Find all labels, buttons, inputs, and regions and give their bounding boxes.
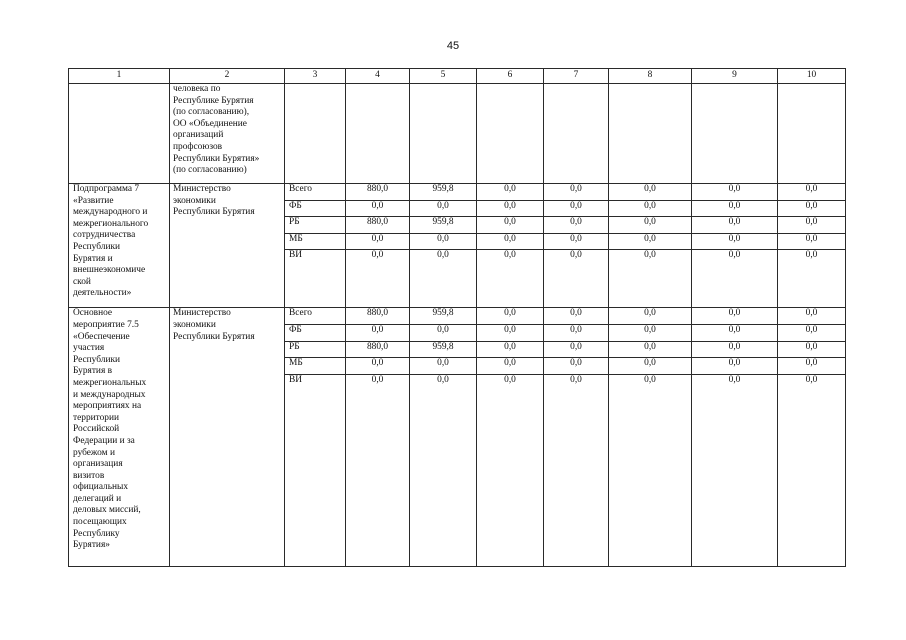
value-cell: 0,0 xyxy=(544,374,609,566)
value-cell: 0,0 xyxy=(346,374,410,566)
value-cell: 0,0 xyxy=(544,200,609,217)
value-cell: 0,0 xyxy=(609,233,692,250)
value-cell: 0,0 xyxy=(544,250,609,308)
col-header: 10 xyxy=(778,69,846,84)
value-cell: 0,0 xyxy=(477,324,544,341)
value-cell: 0,0 xyxy=(778,324,846,341)
value-cell: 959,8 xyxy=(410,217,477,234)
funding-source: ВИ xyxy=(285,374,346,566)
value-cell: 0,0 xyxy=(778,217,846,234)
value-cell: 0,0 xyxy=(778,341,846,358)
value-cell: 0,0 xyxy=(477,341,544,358)
value-cell: 0,0 xyxy=(609,250,692,308)
value-cell: 0,0 xyxy=(778,233,846,250)
value-cell: 0,0 xyxy=(410,233,477,250)
funding-source: ФБ xyxy=(285,324,346,341)
value-cell: 0,0 xyxy=(410,324,477,341)
col-header: 1 xyxy=(69,69,170,84)
page-number: 45 xyxy=(446,40,460,52)
value-cell: 0,0 xyxy=(410,358,477,375)
value-cell: 0,0 xyxy=(692,374,778,566)
value-cell: 0,0 xyxy=(692,358,778,375)
funding-source: ФБ xyxy=(285,200,346,217)
value-cell: 0,0 xyxy=(410,200,477,217)
value-cell: 0,0 xyxy=(692,250,778,308)
value-cell: 0,0 xyxy=(778,374,846,566)
value-cell: 0,0 xyxy=(410,374,477,566)
value-cell: 0,0 xyxy=(778,184,846,201)
value-cell: 880,0 xyxy=(346,184,410,201)
value-cell: 0,0 xyxy=(477,200,544,217)
col-header: 7 xyxy=(544,69,609,84)
program-name: Основное мероприятие 7.5 «Обеспечение участия Республики Бурятия в межрегиональных и международных мероприятиях на территории Российской Федерации и за рубежом и организация визитов официальных делегаций и деловых миссий, посещающих Республику Бурятия» xyxy=(69,308,170,566)
value-cell: 880,0 xyxy=(346,308,410,325)
value-cell: 0,0 xyxy=(692,308,778,325)
value-cell: 959,8 xyxy=(410,308,477,325)
col-header: 4 xyxy=(346,69,410,84)
value-cell: 0,0 xyxy=(544,308,609,325)
value-cell: 0,0 xyxy=(609,324,692,341)
value-cell: 0,0 xyxy=(477,184,544,201)
value-cell: 0,0 xyxy=(609,217,692,234)
value-cell: 0,0 xyxy=(544,324,609,341)
funding-source: МБ xyxy=(285,233,346,250)
col-header: 6 xyxy=(477,69,544,84)
funding-source: РБ xyxy=(285,217,346,234)
value-cell: 0,0 xyxy=(692,341,778,358)
value-cell: 0,0 xyxy=(346,200,410,217)
funding-source: Всего xyxy=(285,308,346,325)
cell xyxy=(69,84,170,184)
value-cell: 0,0 xyxy=(410,250,477,308)
cell xyxy=(692,84,778,184)
value-cell: 0,0 xyxy=(544,358,609,375)
value-cell: 0,0 xyxy=(609,341,692,358)
value-cell: 0,0 xyxy=(477,217,544,234)
value-cell: 0,0 xyxy=(477,358,544,375)
cell xyxy=(544,84,609,184)
value-cell: 0,0 xyxy=(609,184,692,201)
funding-source: Всего xyxy=(285,184,346,201)
value-cell: 0,0 xyxy=(778,358,846,375)
value-cell: 0,0 xyxy=(609,374,692,566)
col-header: 9 xyxy=(692,69,778,84)
value-cell: 0,0 xyxy=(544,341,609,358)
value-cell: 0,0 xyxy=(692,324,778,341)
cell xyxy=(346,84,410,184)
value-cell: 0,0 xyxy=(609,308,692,325)
value-cell: 0,0 xyxy=(778,250,846,308)
value-cell: 0,0 xyxy=(477,308,544,325)
value-cell: 880,0 xyxy=(346,341,410,358)
value-cell: 0,0 xyxy=(477,233,544,250)
value-cell: 959,8 xyxy=(410,184,477,201)
header-row xyxy=(69,69,846,84)
table-row xyxy=(69,308,846,325)
value-cell: 0,0 xyxy=(544,233,609,250)
value-cell: 0,0 xyxy=(346,250,410,308)
executor: Министерство экономики Республики Бурятия xyxy=(170,184,285,308)
funding-source: ВИ xyxy=(285,250,346,308)
value-cell: 0,0 xyxy=(778,200,846,217)
value-cell: 0,0 xyxy=(346,324,410,341)
cell xyxy=(285,84,346,184)
cell xyxy=(477,84,544,184)
value-cell: 0,0 xyxy=(544,184,609,201)
executor: Министерство экономики Республики Бурятия xyxy=(170,308,285,566)
value-cell: 0,0 xyxy=(692,200,778,217)
value-cell: 0,0 xyxy=(477,250,544,308)
col-header: 3 xyxy=(285,69,346,84)
value-cell: 0,0 xyxy=(609,200,692,217)
value-cell: 0,0 xyxy=(609,358,692,375)
value-cell: 0,0 xyxy=(692,184,778,201)
budget-table xyxy=(68,68,846,567)
value-cell: 0,0 xyxy=(692,233,778,250)
value-cell: 0,0 xyxy=(544,217,609,234)
value-cell: 0,0 xyxy=(346,233,410,250)
continuation-row xyxy=(69,84,846,184)
executor-continuation: человека по Республике Бурятия (по согласованию), ОО «Объединение организаций профсоюзов Республики Бурятия» (по согласованию) xyxy=(170,84,285,184)
value-cell: 0,0 xyxy=(477,374,544,566)
value-cell: 0,0 xyxy=(778,308,846,325)
value-cell: 959,8 xyxy=(410,341,477,358)
cell xyxy=(778,84,846,184)
funding-source: РБ xyxy=(285,341,346,358)
program-name: Подпрограмма 7 «Развитие международного и межрегионального сотрудничества Республики Бурятия и внешнеэкономиче ской деятельности» xyxy=(69,184,170,308)
col-header: 2 xyxy=(170,69,285,84)
cell xyxy=(609,84,692,184)
table-row xyxy=(69,184,846,201)
value-cell: 0,0 xyxy=(692,217,778,234)
value-cell: 880,0 xyxy=(346,217,410,234)
value-cell: 0,0 xyxy=(346,358,410,375)
col-header: 5 xyxy=(410,69,477,84)
cell xyxy=(410,84,477,184)
col-header: 8 xyxy=(609,69,692,84)
funding-source: МБ xyxy=(285,358,346,375)
